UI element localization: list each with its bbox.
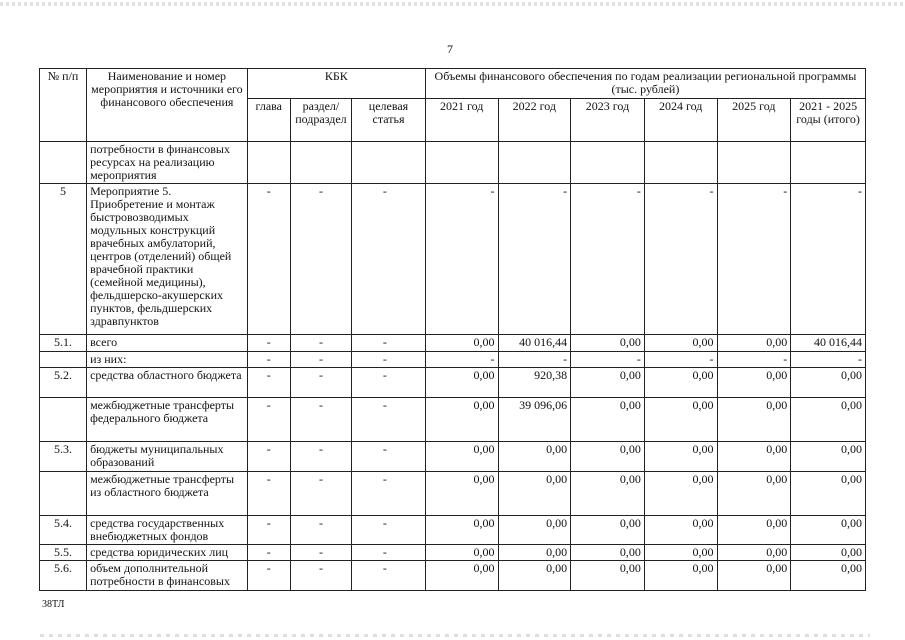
cell-v2021: 0,00 [425,442,498,472]
cell-razdel: - [290,472,351,516]
cell-total: 0,00 [791,561,866,591]
cell-v2022: - [498,184,571,335]
cell-num: 5 [40,184,87,335]
page-number: 7 [447,42,453,56]
cell-v2024: 0,00 [644,561,717,591]
table-row [40,335,866,352]
cell-total: 0,00 [791,472,866,516]
cell-glava: - [247,442,290,472]
cell-v2025 [717,142,791,184]
cell-v2021: 0,00 [425,472,498,516]
cell-glava: - [247,184,290,335]
table-row [40,352,866,368]
cell-num [40,398,87,442]
header-2021: 2021 год [425,99,498,142]
cell-v2023: 0,00 [571,561,645,591]
cell-num [40,142,87,184]
cell-v2021 [425,142,498,184]
table-row [40,442,866,472]
cell-statya: - [352,368,426,398]
cell-v2025: 0,00 [717,442,791,472]
header-kbk: КБК [247,69,425,99]
cell-razdel: - [290,398,351,442]
cell-glava: - [247,352,290,368]
cell-v2025: 0,00 [717,516,791,545]
cell-num [40,352,87,368]
cell-name: потребности в финансовых ресурсах на реализацию мероприятия [87,142,248,184]
cell-name: бюджеты муниципальных образований [87,442,248,472]
cell-statya: - [352,398,426,442]
cell-v2025: 0,00 [717,335,791,352]
cell-v2022: 40 016,44 [498,335,571,352]
cell-v2025: 0,00 [717,561,791,591]
cell-v2022: - [498,352,571,368]
cell-v2024: 0,00 [644,335,717,352]
cell-total: - [791,184,866,335]
header-num: № п/п [40,69,87,142]
cell-v2023: 0,00 [571,545,645,561]
cell-v2025: - [717,184,791,335]
cell-statya: - [352,545,426,561]
scan-noise-top [0,2,905,6]
cell-v2023: 0,00 [571,368,645,398]
cell-total: 0,00 [791,442,866,472]
header-glava: глава [247,99,290,142]
cell-glava: - [247,472,290,516]
cell-num [40,472,87,516]
cell-statya: - [352,352,426,368]
cell-v2023 [571,142,645,184]
cell-razdel: - [290,335,351,352]
cell-v2025: 0,00 [717,398,791,442]
cell-total: - [791,352,866,368]
table-row [40,516,866,545]
cell-statya: - [352,335,426,352]
cell-v2024: 0,00 [644,472,717,516]
cell-v2023: 0,00 [571,516,645,545]
cell-v2025: - [717,352,791,368]
cell-v2021: 0,00 [425,368,498,398]
cell-razdel: - [290,561,351,591]
cell-v2024: - [644,184,717,335]
cell-glava: - [247,398,290,442]
cell-statya: - [352,561,426,591]
table-row [40,184,866,335]
cell-v2022: 0,00 [498,545,571,561]
cell-razdel: - [290,442,351,472]
table-row [40,368,866,398]
table-row [40,561,866,591]
cell-v2021: 0,00 [425,335,498,352]
cell-glava: - [247,368,290,398]
cell-name: всего [87,335,248,352]
cell-v2024: 0,00 [644,545,717,561]
header-volumes: Объемы финансового обеспечения по годам реализации региональной программы (тыс. рублей) [425,69,865,99]
cell-total: 0,00 [791,398,866,442]
cell-v2022: 0,00 [498,561,571,591]
cell-v2023: 0,00 [571,335,645,352]
cell-razdel [290,142,351,184]
cell-v2022 [498,142,571,184]
cell-total: 40 016,44 [791,335,866,352]
cell-glava: - [247,335,290,352]
header-2024: 2024 год [644,99,717,142]
cell-glava: - [247,516,290,545]
cell-glava: - [247,561,290,591]
cell-num: 5.1. [40,335,87,352]
cell-v2024 [644,142,717,184]
cell-v2024: - [644,352,717,368]
financing-table [39,68,866,591]
cell-glava: - [247,545,290,561]
cell-v2024: 0,00 [644,398,717,442]
cell-total [791,142,866,184]
cell-v2022: 0,00 [498,516,571,545]
cell-razdel: - [290,516,351,545]
header-2025: 2025 год [717,99,791,142]
cell-statya: - [352,442,426,472]
cell-num: 5.4. [40,516,87,545]
cell-v2025: 0,00 [717,472,791,516]
table-row [40,398,866,442]
cell-v2023: - [571,352,645,368]
cell-v2024: 0,00 [644,442,717,472]
cell-v2024: 0,00 [644,516,717,545]
cell-v2023: - [571,184,645,335]
footer-code: 38ТЛ [42,599,65,610]
cell-name: объем дополнительной потребности в финансовых [87,561,248,591]
cell-statya: - [352,472,426,516]
cell-v2021: 0,00 [425,545,498,561]
cell-num: 5.6. [40,561,87,591]
table-row [40,545,866,561]
cell-name: межбюджетные трансферты из областного бюджета [87,472,248,516]
cell-name: средства областного бюджета [87,368,248,398]
cell-total: 0,00 [791,545,866,561]
cell-num: 5.3. [40,442,87,472]
cell-razdel: - [290,368,351,398]
cell-num: 5.5. [40,545,87,561]
cell-name: средства юридических лиц [87,545,248,561]
cell-v2025: 0,00 [717,545,791,561]
cell-total: 0,00 [791,516,866,545]
header-2022: 2022 год [498,99,571,142]
cell-name: средства государственных внебюджетных фондов [87,516,248,545]
cell-v2022: 0,00 [498,442,571,472]
cell-razdel: - [290,352,351,368]
header-statya: целевая статья [352,99,426,142]
header-row-1 [40,69,866,99]
cell-v2022: 920,38 [498,368,571,398]
cell-num: 5.2. [40,368,87,398]
table-row [40,472,866,516]
cell-razdel: - [290,184,351,335]
scan-noise-bottom [40,634,870,637]
cell-v2022: 39 096,06 [498,398,571,442]
cell-razdel: - [290,545,351,561]
cell-v2021: - [425,352,498,368]
cell-name: межбюджетные трансферты федерального бюджета [87,398,248,442]
cell-glava [247,142,290,184]
cell-v2021: - [425,184,498,335]
cell-v2024: 0,00 [644,368,717,398]
header-2023: 2023 год [571,99,645,142]
table-row [40,142,866,184]
cell-v2021: 0,00 [425,398,498,442]
cell-name: из них: [87,352,248,368]
cell-v2022: 0,00 [498,472,571,516]
cell-v2021: 0,00 [425,516,498,545]
cell-v2023: 0,00 [571,398,645,442]
cell-total: 0,00 [791,368,866,398]
cell-statya: - [352,184,426,335]
cell-v2023: 0,00 [571,442,645,472]
cell-statya: - [352,516,426,545]
cell-name: Мероприятие 5. Приобретение и монтаж быстровозводимых модульных конструкций врачебных амбулаторий, центров (отделений) общей врачебной практики (семейной медицины), фельдшерско-акушерских пунктов, фельдшерских здравпунктов [87,184,248,335]
header-razdel: раздел/ подраздел [290,99,351,142]
header-name: Наименование и номер мероприятия и источники его финансового обеспечения [87,69,248,142]
cell-v2025: 0,00 [717,368,791,398]
header-total: 2021 - 2025 годы (итого) [791,99,866,142]
cell-statya [352,142,426,184]
cell-v2021: 0,00 [425,561,498,591]
cell-v2023: 0,00 [571,472,645,516]
